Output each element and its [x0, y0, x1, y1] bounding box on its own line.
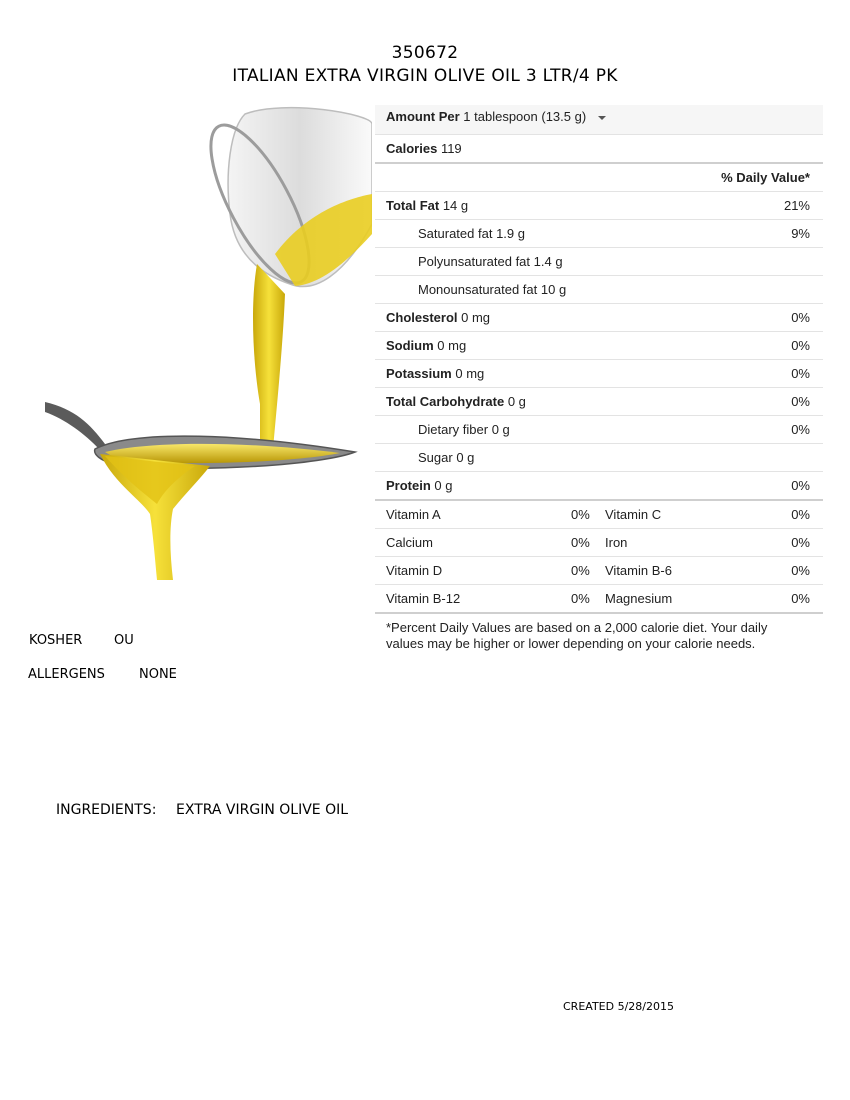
vitamin-dv: 0%	[571, 591, 590, 606]
nutrient-label: Monounsaturated fat	[418, 282, 538, 297]
vitamin-row	[375, 557, 823, 585]
nutrient-label: Protein	[386, 478, 431, 493]
nutrient-label: Sodium	[386, 338, 434, 353]
vitamin-dv: 0%	[571, 563, 590, 578]
nutrient-dv: 0%	[791, 394, 810, 409]
vitamin-label: Vitamin B-12	[386, 591, 461, 606]
nutrient-amount: 0 g	[434, 478, 453, 493]
nutrient-row-total-carbohydrate	[375, 388, 823, 416]
daily-value-footnote: *Percent Daily Values are based on a 2,000 calorie diet. Your daily values may be higher or lower depending on your calorie needs.	[386, 620, 768, 651]
calories-row	[375, 135, 823, 164]
nutrient-dv: 0%	[791, 422, 810, 437]
daily-value-header-row	[375, 164, 823, 192]
daily-value-header: % Daily Value*	[721, 170, 810, 185]
calories-label: Calories	[386, 141, 438, 156]
nutrient-dv: 0%	[791, 366, 810, 381]
nutrient-label: Saturated fat	[418, 226, 493, 241]
nutrient-dv: 21%	[783, 198, 810, 213]
nutrient-row-polyunsaturated-fat	[375, 248, 823, 276]
nutrient-row-monounsaturated-fat	[375, 276, 823, 304]
nutrient-row-total-fat	[375, 192, 823, 220]
nutrient-row-dietary-fiber	[375, 416, 823, 444]
allergens-value: NONE	[139, 667, 177, 682]
vitamin-label: Magnesium	[605, 591, 673, 606]
nutrient-label: Total Carbohydrate	[386, 394, 505, 409]
nutrient-label: Cholesterol	[386, 310, 458, 325]
nutrient-dv: 0%	[791, 338, 810, 353]
kosher-label: KOSHER	[29, 633, 83, 648]
product-title: ITALIAN EXTRA VIRGIN OLIVE OIL 3 LTR/4 PK	[232, 66, 618, 86]
nutrient-row-sugar	[375, 444, 823, 472]
nutrient-amount: 0 mg	[437, 338, 467, 353]
nutrient-label: Polyunsaturated fat	[418, 254, 531, 269]
vitamin-dv: 0%	[571, 507, 590, 522]
ingredients-value: EXTRA VIRGIN OLIVE OIL	[176, 802, 349, 818]
nutrient-label: Dietary fiber	[418, 422, 489, 437]
ingredients-label: INGREDIENTS:	[56, 802, 157, 818]
serving-size-row[interactable]	[375, 105, 823, 135]
nutrient-label: Total Fat	[386, 198, 440, 213]
vitamin-label: Vitamin B-6	[605, 563, 672, 578]
nutrient-row-protein	[375, 472, 823, 501]
vitamin-row	[375, 529, 823, 557]
nutrient-row-sodium	[375, 332, 823, 360]
nutrient-amount: 0 g	[507, 394, 526, 409]
chevron-down-icon[interactable]	[598, 116, 606, 120]
nutrient-row-cholesterol	[375, 304, 823, 332]
nutrient-row-saturated-fat	[375, 220, 823, 248]
nutrient-label: Sugar	[418, 450, 453, 465]
nutrient-dv: 9%	[791, 226, 810, 241]
vitamin-label: Vitamin C	[605, 507, 662, 522]
vitamin-dv: 0%	[571, 535, 590, 550]
vitamin-dv: 0%	[791, 535, 810, 550]
nutrient-dv: 0%	[791, 310, 810, 325]
calories-value: 119	[440, 141, 462, 156]
nutrient-amount: 14 g	[442, 198, 469, 213]
nutrient-amount: 1.9 g	[496, 226, 525, 241]
nutrient-amount: 1.4 g	[533, 254, 563, 269]
nutrient-dv: 0%	[791, 478, 810, 493]
kosher-value: OU	[114, 633, 134, 648]
allergens-label: ALLERGENS	[28, 667, 105, 682]
vitamin-label: Iron	[605, 535, 628, 550]
vitamin-label: Calcium	[386, 535, 433, 550]
nutrient-row-potassium	[375, 360, 823, 388]
nutrient-amount: 0 g	[456, 450, 475, 465]
amount-per-label: Amount Per	[386, 109, 460, 124]
vitamin-dv: 0%	[791, 563, 810, 578]
nutrient-label: Potassium	[386, 366, 452, 381]
vitamin-dv: 0%	[791, 507, 810, 522]
serving-size-value: 1 tablespoon (13.5 g)	[463, 109, 587, 124]
nutrient-amount: 0 mg	[455, 366, 485, 381]
nutrition-facts-panel	[375, 105, 823, 614]
vitamin-row	[375, 501, 823, 529]
vitamin-row	[375, 585, 823, 614]
nutrient-amount: 0 g	[491, 422, 510, 437]
created-date: CREATED 5/28/2015	[563, 1000, 674, 1013]
vitamin-dv: 0%	[791, 591, 810, 606]
product-number: 350672	[391, 43, 459, 63]
nutrient-amount: 10 g	[540, 282, 567, 297]
nutrient-amount: 0 mg	[461, 310, 491, 325]
vitamin-label: Vitamin A	[386, 507, 441, 522]
vitamin-label: Vitamin D	[386, 563, 443, 578]
olive-oil-photo	[45, 104, 372, 580]
